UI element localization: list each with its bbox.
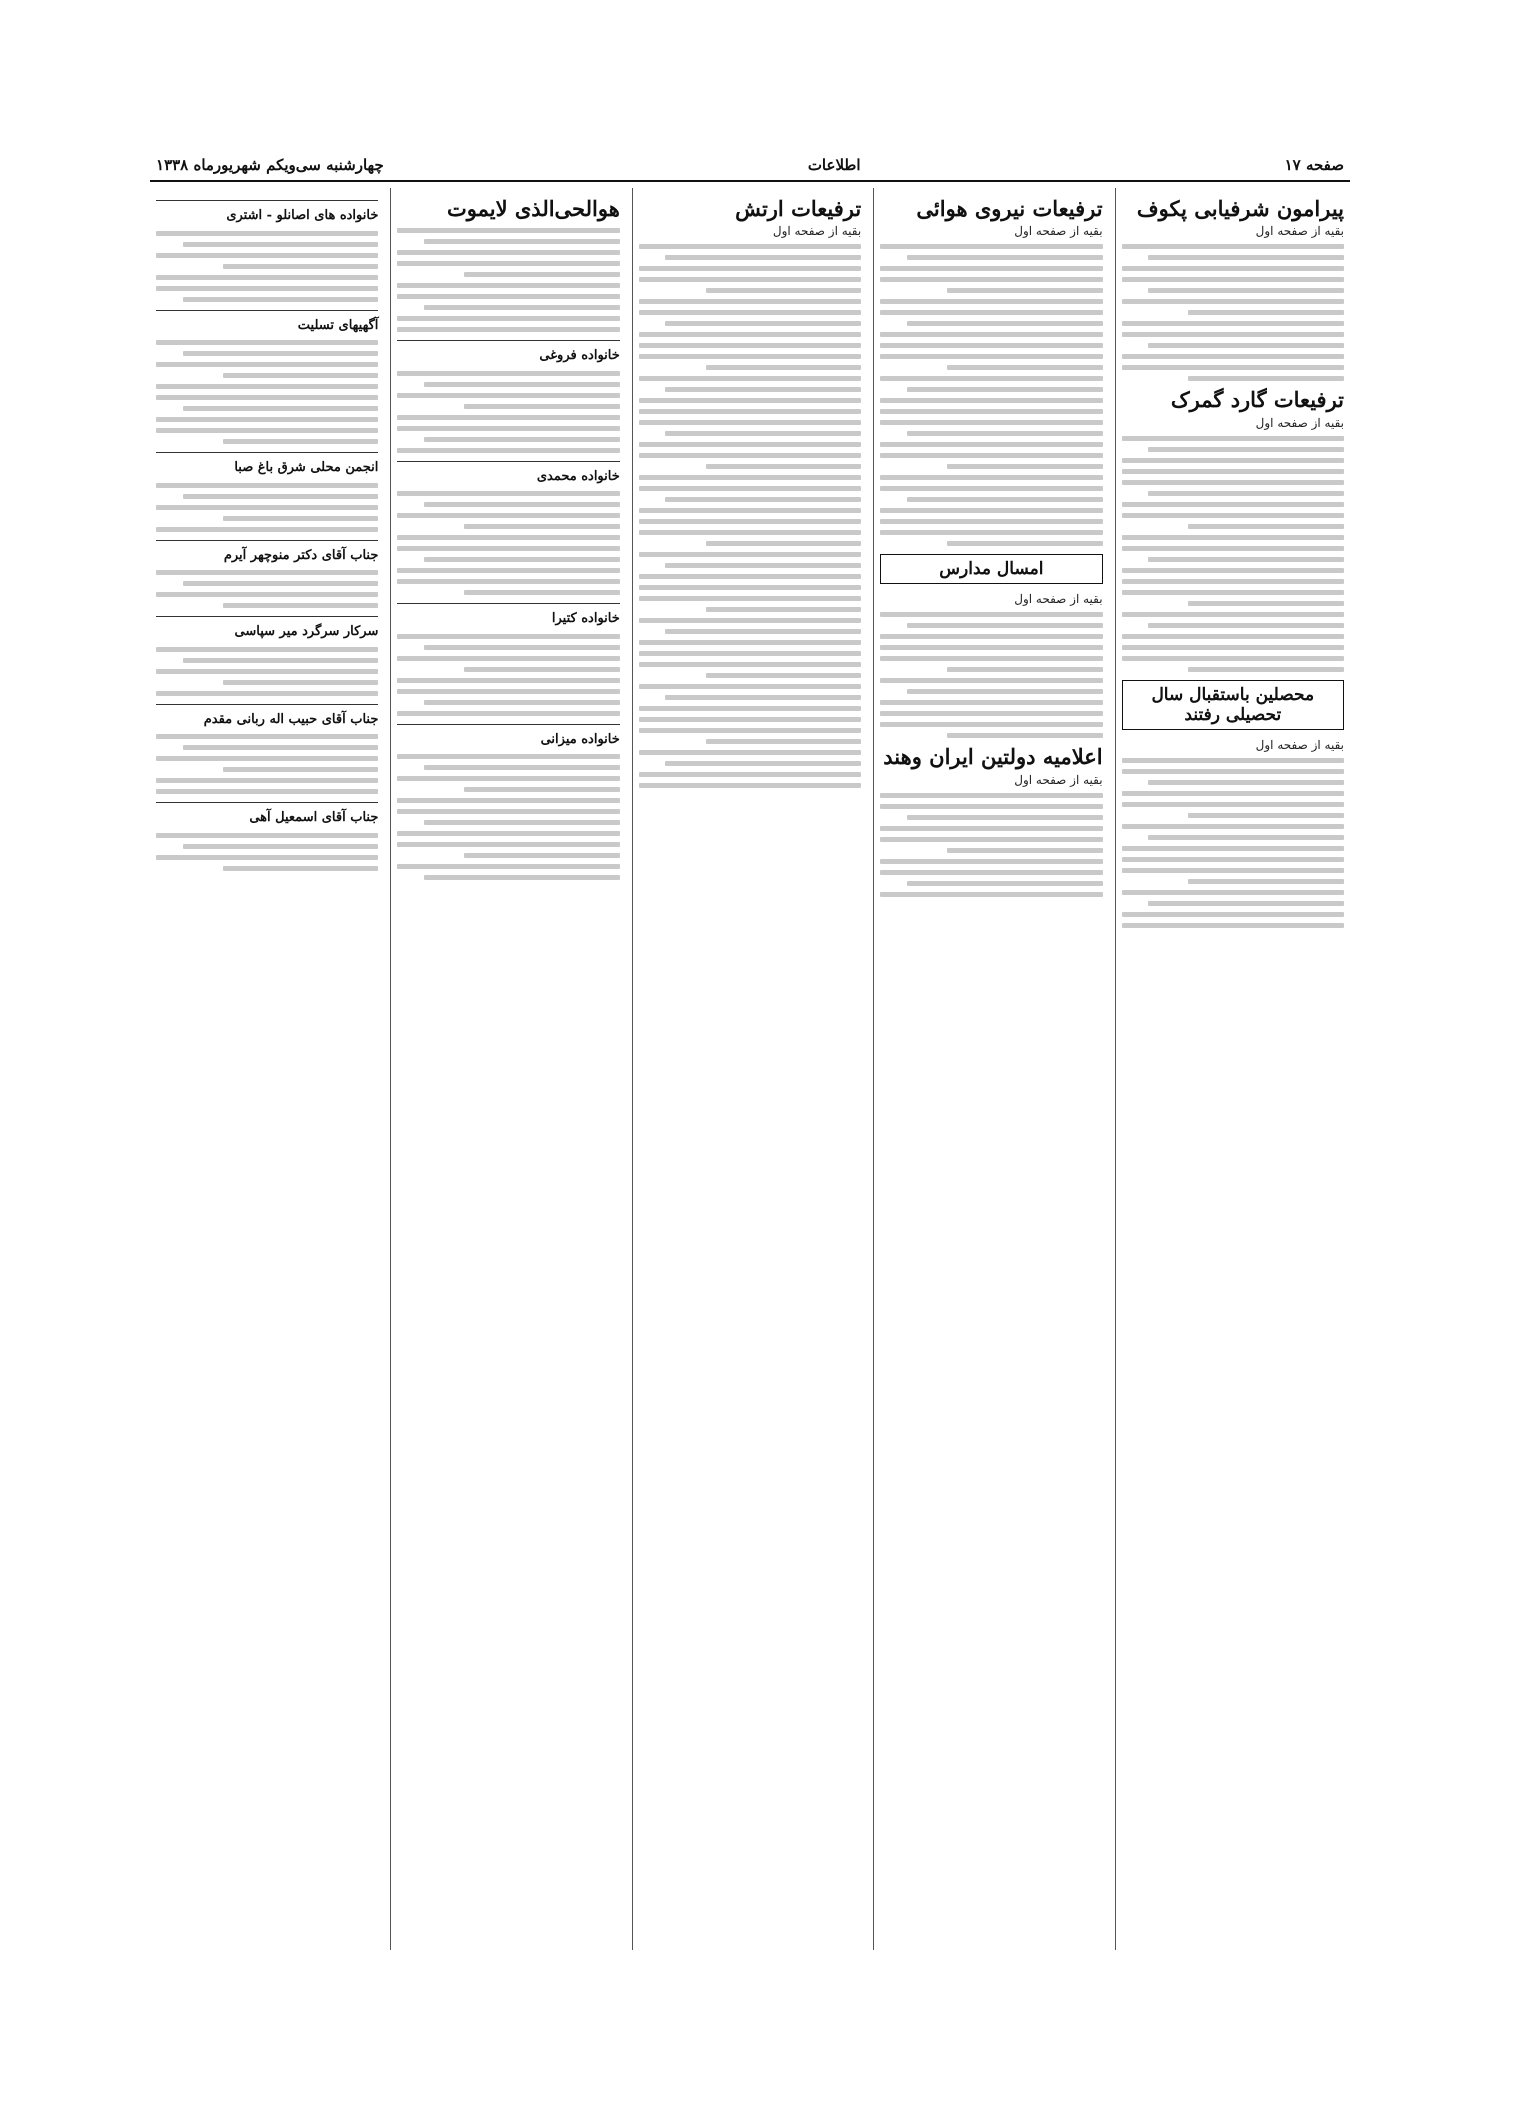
page-header <box>150 150 1350 182</box>
notice: سرکار سرگرد میر سپاسی <box>156 616 378 641</box>
notice: خانواده محمدی <box>397 461 619 486</box>
body-text <box>1122 758 1344 928</box>
notice: جناب آقای دکتر منوچهر آیرم <box>156 540 378 565</box>
notice: جناب آقای اسمعیل آهی <box>156 802 378 827</box>
headline-airforce: ترفیعات نیروی هوائی <box>916 196 1103 221</box>
headline-students: محصلین باستقبال سال تحصیلی رفتند <box>1122 680 1344 730</box>
body-text <box>1122 436 1344 672</box>
body-text <box>1122 244 1344 381</box>
subline: بقیه از صفحه اول <box>1014 772 1103 787</box>
body-text <box>397 371 619 453</box>
subline: بقیه از صفحه اول <box>1014 592 1103 607</box>
body-text <box>880 612 1102 738</box>
body-text <box>397 754 619 880</box>
subline: بقیه از صفحه اول <box>772 224 862 239</box>
subline: بقیه از صفحه اول <box>1255 224 1344 239</box>
subline: بقیه از صفحه اول <box>1255 737 1344 752</box>
body-text <box>880 244 1102 546</box>
notice: جناب آقای حبیب اله ربانی مقدم <box>156 704 378 729</box>
column-1 <box>1115 188 1350 1950</box>
columns <box>150 188 1350 1950</box>
notice: خانواده های اصانلو - اشتری <box>156 200 378 225</box>
issue-date: چهارشنبه سی‌ویکم شهریورماه ۱۳۳۸ <box>156 156 384 174</box>
newspaper-page <box>150 150 1350 1950</box>
headline-iran-india: اعلامیه دولتین ایران وهند <box>883 744 1103 770</box>
subline: بقیه از صفحه اول <box>1255 415 1344 430</box>
body-text <box>156 231 378 302</box>
column-5 <box>150 188 384 1950</box>
column-3 <box>632 188 867 1950</box>
headline-customs: ترفیعات گارد گمرک <box>1170 387 1344 413</box>
body-text <box>880 793 1102 897</box>
paper-name: اطلاعات <box>807 156 861 174</box>
column-2 <box>873 188 1108 1950</box>
body-text <box>397 228 619 332</box>
notice: خانواده کتیرا <box>397 603 619 628</box>
body-text <box>156 647 378 696</box>
headline-schools: امسال مدارس <box>880 554 1102 584</box>
subline: بقیه از صفحه اول <box>1014 224 1103 239</box>
headline-pekov: پیرامون شرفیابی پکوف <box>1136 196 1344 221</box>
body-text <box>156 340 378 444</box>
body-text <box>156 833 378 871</box>
headline-obituary: هوالحی‌الذی لایموت <box>446 196 620 221</box>
page-number: صفحه ۱۷ <box>1284 156 1344 174</box>
notice: خانواده فروغی <box>397 340 619 365</box>
headline-army: ترفیعات ارتش <box>735 196 862 221</box>
notice: خانواده میزانی <box>397 724 619 749</box>
body-text <box>397 634 619 716</box>
body-text <box>156 570 378 608</box>
notice: انجمن محلی شرق باغ صبا <box>156 452 378 477</box>
column-4 <box>390 188 625 1950</box>
body-text <box>639 244 861 788</box>
body-text <box>397 491 619 595</box>
body-text <box>156 734 378 794</box>
body-text <box>156 483 378 532</box>
notice: آگهیهای تسلیت <box>156 310 378 335</box>
